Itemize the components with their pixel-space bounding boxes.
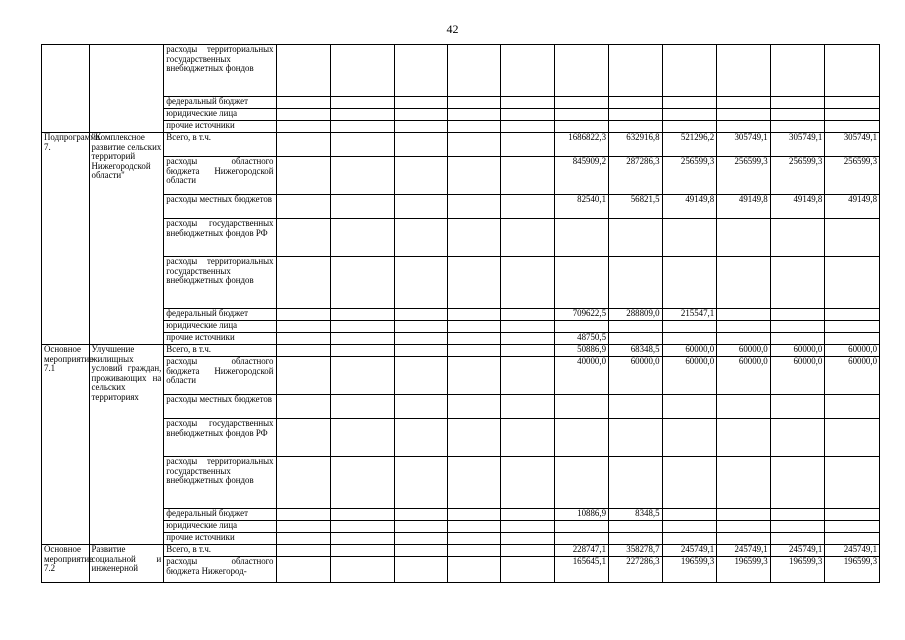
table-row [42,219,880,257]
table-row [42,419,880,457]
value-cell: 196599,3 [717,557,771,583]
table-row [42,121,880,133]
value-cell [609,419,663,457]
empty-cell [331,219,395,257]
empty-cell [448,133,501,157]
value-cell: 60000,0 [825,357,880,395]
table-row [42,533,880,545]
empty-cell [500,557,555,583]
empty-cell [500,545,555,557]
value-cell [662,121,717,133]
empty-cell [276,419,331,457]
empty-cell [500,345,555,357]
empty-cell [500,257,555,309]
empty-cell [448,357,501,395]
funding-source-cell: прочие источники [164,333,276,345]
empty-cell [448,45,501,97]
empty-cell [276,333,331,345]
table-row [42,195,880,219]
value-cell [555,219,609,257]
value-cell [770,109,825,121]
empty-cell [276,45,331,97]
funding-source-cell: Всего, в т.ч. [164,545,276,557]
value-cell [825,521,880,533]
value-cell: 845909,2 [555,157,609,195]
value-cell [609,457,663,509]
empty-cell [448,109,501,121]
empty-cell [500,395,555,419]
funding-source-cell: федеральный бюджет [164,309,276,321]
value-cell: 60000,0 [770,357,825,395]
value-cell [662,257,717,309]
table-row [42,521,880,533]
value-cell: 50886,9 [555,345,609,357]
empty-cell [276,309,331,321]
empty-cell [500,333,555,345]
empty-cell [448,521,501,533]
value-cell: 56821,5 [609,195,663,219]
value-cell [609,257,663,309]
empty-cell [448,557,501,583]
value-cell [717,219,771,257]
empty-cell [331,333,395,345]
value-cell: 49149,8 [717,195,771,219]
value-cell [717,419,771,457]
funding-source-cell: Всего, в т.ч. [164,133,276,157]
section-cell [42,45,90,133]
empty-cell [276,557,331,583]
empty-cell [276,219,331,257]
value-cell [717,333,771,345]
value-cell: 256599,3 [770,157,825,195]
value-cell [825,457,880,509]
value-cell [609,521,663,533]
value-cell [555,521,609,533]
value-cell [770,533,825,545]
empty-cell [394,457,448,509]
empty-cell [331,521,395,533]
empty-cell [331,509,395,521]
funding-source-cell: юридические лица [164,321,276,333]
value-cell [717,457,771,509]
value-cell: 60000,0 [662,345,717,357]
value-cell [662,521,717,533]
empty-cell [500,509,555,521]
value-cell [770,521,825,533]
empty-cell [331,309,395,321]
value-cell [825,509,880,521]
empty-cell [448,219,501,257]
value-cell [770,45,825,97]
table-row [42,557,880,583]
empty-cell [276,521,331,533]
value-cell [825,309,880,321]
value-cell [555,419,609,457]
empty-cell [448,333,501,345]
program-name-cell [89,45,164,133]
empty-cell [276,545,331,557]
value-cell [717,257,771,309]
value-cell: 521296,2 [662,133,717,157]
empty-cell [331,109,395,121]
empty-cell [276,121,331,133]
value-cell [609,533,663,545]
table-row [42,509,880,521]
empty-cell [448,157,501,195]
value-cell: 245749,1 [825,545,880,557]
empty-cell [276,345,331,357]
value-cell [825,333,880,345]
value-cell: 196599,3 [770,557,825,583]
value-cell [770,333,825,345]
empty-cell [394,521,448,533]
value-cell: 305749,1 [717,133,771,157]
funding-source-cell: Всего, в т.ч. [164,345,276,357]
value-cell [770,309,825,321]
empty-cell [448,509,501,521]
empty-cell [331,133,395,157]
empty-cell [500,97,555,109]
empty-cell [448,309,501,321]
empty-cell [331,557,395,583]
funding-source-cell: федеральный бюджет [164,509,276,521]
value-cell [662,533,717,545]
value-cell [555,395,609,419]
value-cell: 256599,3 [717,157,771,195]
empty-cell [276,357,331,395]
empty-cell [331,457,395,509]
value-cell: 632916,8 [609,133,663,157]
table-row [42,345,880,357]
value-cell: 196599,3 [662,557,717,583]
funding-source-cell: расходы территориальных государственных внебюджетных фондов [164,257,276,309]
value-cell [825,419,880,457]
funding-source-cell: расходы местных бюджетов [164,395,276,419]
value-cell [717,121,771,133]
empty-cell [394,345,448,357]
value-cell: 228747,1 [555,545,609,557]
table-row [42,157,880,195]
empty-cell [448,545,501,557]
value-cell [825,533,880,545]
value-cell: 8348,5 [609,509,663,521]
section-cell: Основное мероприятие 7.2 [42,545,90,583]
table-body [42,45,880,583]
empty-cell [276,533,331,545]
value-cell: 60000,0 [717,345,771,357]
value-cell: 48750,5 [555,333,609,345]
empty-cell [331,257,395,309]
empty-cell [448,121,501,133]
value-cell: 60000,0 [662,357,717,395]
empty-cell [331,545,395,557]
value-cell: 60000,0 [770,345,825,357]
empty-cell [276,133,331,157]
empty-cell [331,195,395,219]
value-cell: 60000,0 [825,345,880,357]
value-cell [555,97,609,109]
value-cell: 288809,0 [609,309,663,321]
empty-cell [394,309,448,321]
value-cell: 165645,1 [555,557,609,583]
empty-cell [394,419,448,457]
value-cell [662,509,717,521]
value-cell [825,109,880,121]
empty-cell [500,157,555,195]
value-cell [717,321,771,333]
empty-cell [394,395,448,419]
table-row [42,309,880,321]
value-cell: 1686822,3 [555,133,609,157]
empty-cell [331,345,395,357]
table-row [42,333,880,345]
value-cell: 256599,3 [825,157,880,195]
value-cell [662,219,717,257]
empty-cell [331,419,395,457]
value-cell: 305749,1 [825,133,880,157]
value-cell [609,333,663,345]
value-cell [555,533,609,545]
empty-cell [331,157,395,195]
empty-cell [500,309,555,321]
empty-cell [394,157,448,195]
value-cell [770,457,825,509]
empty-cell [500,321,555,333]
value-cell [609,97,663,109]
empty-cell [331,533,395,545]
value-cell: 256599,3 [662,157,717,195]
empty-cell [394,357,448,395]
value-cell [717,395,771,419]
empty-cell [448,321,501,333]
value-cell: 196599,3 [825,557,880,583]
value-cell [770,509,825,521]
value-cell: 287286,3 [609,157,663,195]
value-cell [609,109,663,121]
value-cell: 49149,8 [825,195,880,219]
empty-cell [500,521,555,533]
empty-cell [394,545,448,557]
empty-cell [394,533,448,545]
value-cell [825,97,880,109]
table-row [42,97,880,109]
value-cell [825,45,880,97]
program-name-cell: Развитие социальной и инженерной [89,545,164,583]
value-cell [555,109,609,121]
empty-cell [500,219,555,257]
value-cell [662,321,717,333]
value-cell [717,45,771,97]
empty-cell [394,509,448,521]
value-cell: 709622,5 [555,309,609,321]
empty-cell [394,333,448,345]
table-row [42,357,880,395]
value-cell [662,457,717,509]
value-cell [770,321,825,333]
value-cell [555,45,609,97]
empty-cell [448,97,501,109]
empty-cell [331,357,395,395]
empty-cell [500,121,555,133]
empty-cell [394,109,448,121]
empty-cell [500,533,555,545]
value-cell [662,395,717,419]
value-cell [770,395,825,419]
value-cell [717,97,771,109]
table-row [42,133,880,157]
empty-cell [276,509,331,521]
table-row [42,45,880,97]
value-cell: 49149,8 [662,195,717,219]
empty-cell [448,345,501,357]
value-cell: 60000,0 [609,357,663,395]
value-cell: 245749,1 [662,545,717,557]
value-cell [609,395,663,419]
empty-cell [394,321,448,333]
table-row [42,257,880,309]
empty-cell [276,195,331,219]
empty-cell [448,419,501,457]
table-row [42,109,880,121]
empty-cell [331,45,395,97]
funding-source-cell: юридические лица [164,521,276,533]
value-cell [555,457,609,509]
value-cell [609,219,663,257]
value-cell [662,109,717,121]
value-cell [555,257,609,309]
value-cell [825,257,880,309]
value-cell [555,321,609,333]
value-cell: 40000,0 [555,357,609,395]
empty-cell [500,419,555,457]
funding-source-cell: расходы территориальных государственных внебюджетных фондов [164,457,276,509]
value-cell [717,521,771,533]
value-cell [825,321,880,333]
value-cell [662,333,717,345]
value-cell: 10886,9 [555,509,609,521]
value-cell [609,321,663,333]
table-row [42,545,880,557]
value-cell [825,395,880,419]
value-cell [717,109,771,121]
empty-cell [276,395,331,419]
funding-source-cell: юридические лица [164,109,276,121]
value-cell [717,309,771,321]
value-cell [717,509,771,521]
empty-cell [500,357,555,395]
empty-cell [394,219,448,257]
value-cell: 358278,7 [609,545,663,557]
empty-cell [500,45,555,97]
value-cell [770,121,825,133]
empty-cell [448,257,501,309]
empty-cell [331,121,395,133]
empty-cell [276,109,331,121]
value-cell: 305749,1 [770,133,825,157]
value-cell: 245749,1 [770,545,825,557]
value-cell [770,219,825,257]
funding-source-cell: расходы государственных внебюджетных фондов РФ [164,419,276,457]
empty-cell [331,321,395,333]
section-cell: Основное мероприятие 7.1 [42,345,90,545]
value-cell [555,121,609,133]
value-cell: 82540,1 [555,195,609,219]
empty-cell [394,195,448,219]
empty-cell [448,395,501,419]
empty-cell [500,195,555,219]
funding-source-cell: расходы местных бюджетов [164,195,276,219]
value-cell: 68348,5 [609,345,663,357]
empty-cell [448,533,501,545]
value-cell [662,45,717,97]
value-cell: 60000,0 [717,357,771,395]
program-name-cell: Улучшение жилищных условий граждан, проживающих на сельских территориях [89,345,164,545]
funding-source-cell: прочие источники [164,121,276,133]
empty-cell [394,97,448,109]
page-number: 42 [446,22,459,36]
value-cell [717,533,771,545]
empty-cell [331,97,395,109]
empty-cell [394,133,448,157]
empty-cell [500,133,555,157]
empty-cell [394,557,448,583]
empty-cell [276,97,331,109]
value-cell [662,97,717,109]
table-row [42,321,880,333]
empty-cell [331,395,395,419]
empty-cell [394,121,448,133]
value-cell: 245749,1 [717,545,771,557]
empty-cell [448,457,501,509]
table-row [42,457,880,509]
empty-cell [500,457,555,509]
funding-source-cell: расходы областного бюджета Нижегород- [164,557,276,583]
funding-source-cell: расходы областного бюджета Нижегородской области [164,157,276,195]
funding-source-cell: расходы государственных внебюджетных фондов РФ [164,219,276,257]
empty-cell [394,45,448,97]
empty-cell [276,257,331,309]
value-cell: 215547,1 [662,309,717,321]
empty-cell [448,195,501,219]
value-cell [770,257,825,309]
empty-cell [276,321,331,333]
program-name-cell: "Комплексное развитие сельских территорий Нижегородской области" [89,133,164,345]
value-cell: 49149,8 [770,195,825,219]
empty-cell [276,157,331,195]
value-cell [770,97,825,109]
value-cell [825,219,880,257]
funding-source-cell: федеральный бюджет [164,97,276,109]
budget-table [41,44,880,583]
funding-source-cell: прочие источники [164,533,276,545]
section-cell: Подпрограмма 7. [42,133,90,345]
value-cell [825,121,880,133]
value-cell [662,419,717,457]
value-cell [609,121,663,133]
empty-cell [394,257,448,309]
value-cell: 227286,3 [609,557,663,583]
empty-cell [276,457,331,509]
table-row [42,395,880,419]
empty-cell [500,109,555,121]
funding-source-cell: расходы областного бюджета Нижегородской области [164,357,276,395]
funding-source-cell: расходы территориальных государственных внебюджетных фондов [164,45,276,97]
value-cell [770,419,825,457]
value-cell [609,45,663,97]
